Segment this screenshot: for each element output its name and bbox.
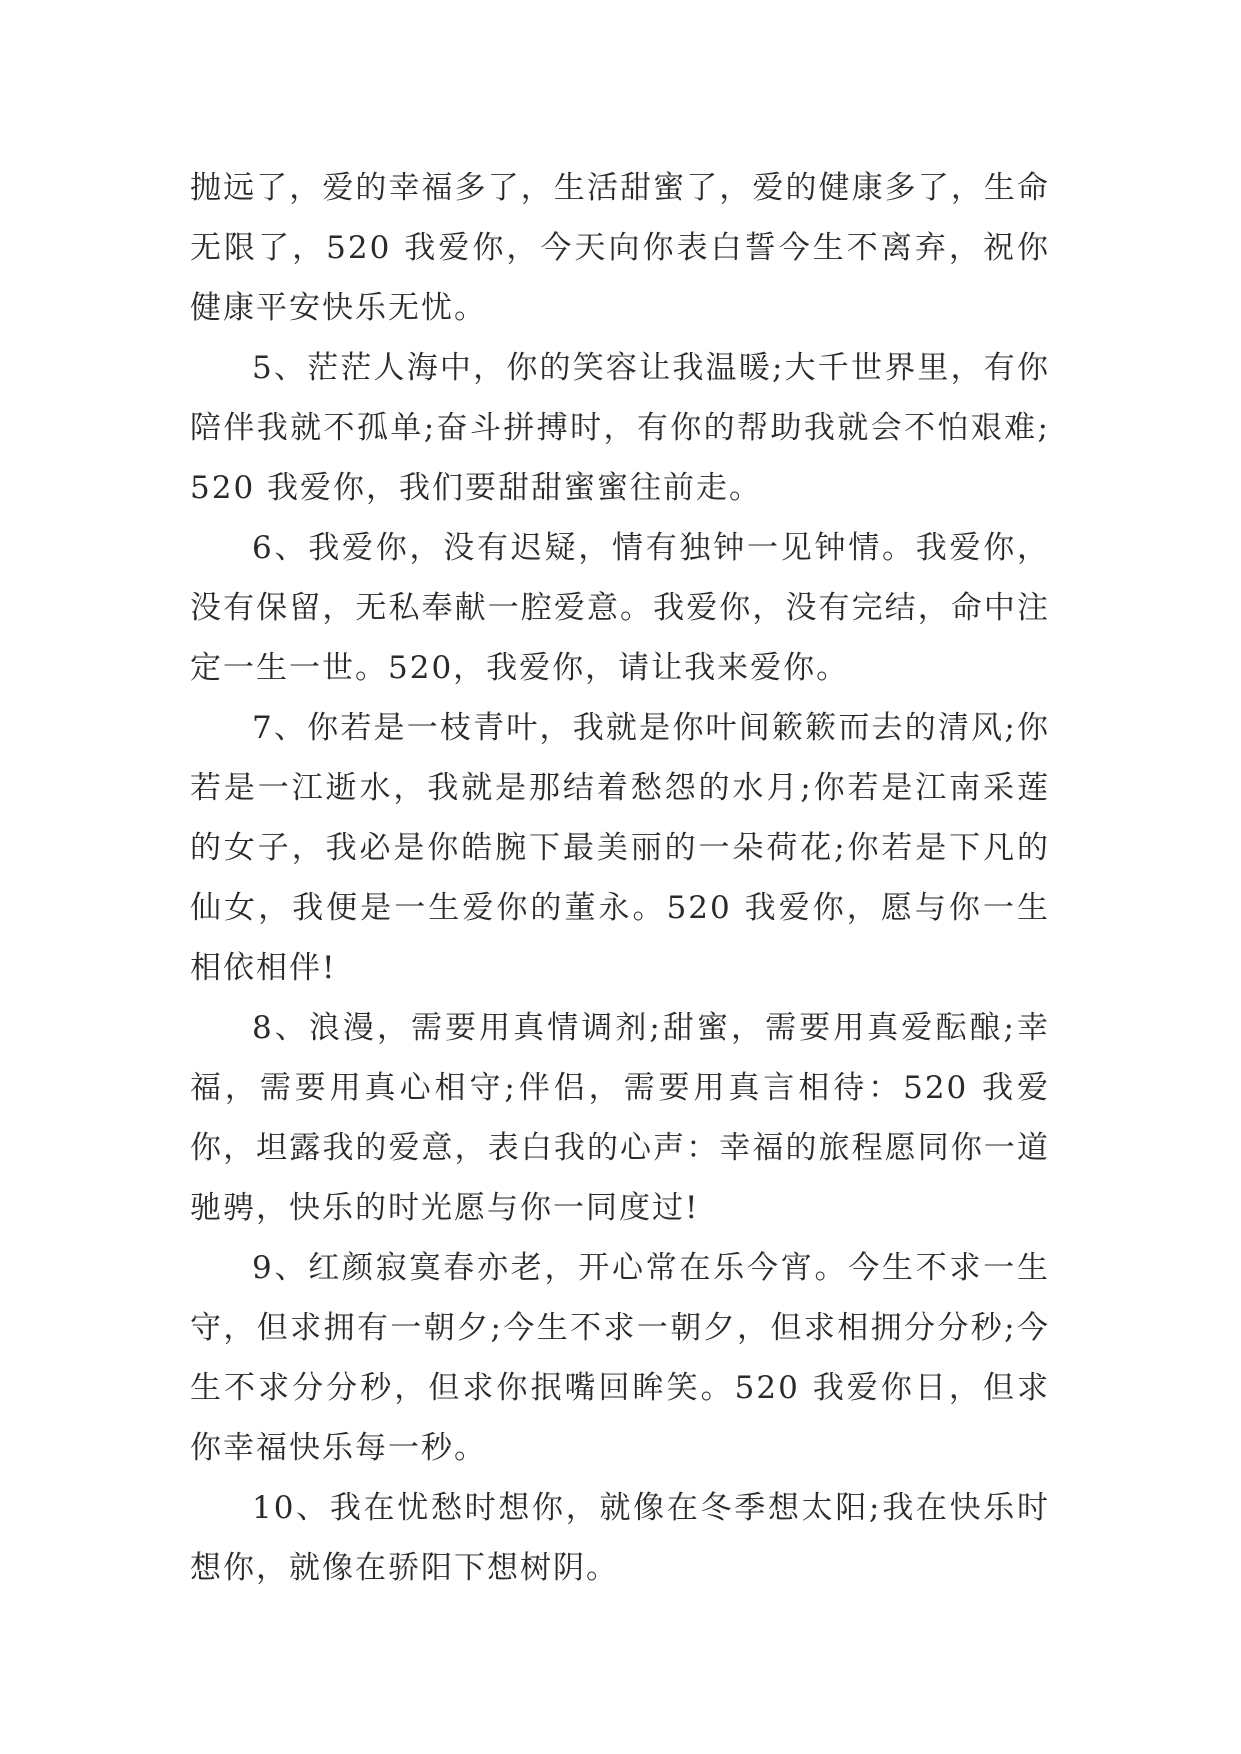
- paragraph-item-10: 10、我在忧愁时想你，就像在冬季想太阳;我在快乐时想你，就像在骄阳下想树阴。: [190, 1490, 1050, 1586]
- paragraph-item-5: 5、茫茫人海中，你的笑容让我温暖;大千世界里，有你陪伴我就不孤单;奋斗拼搏时，有你的帮助我就会不怕艰难;520 我爱你，我们要甜甜蜜蜜往前走。: [190, 350, 1050, 506]
- paragraph-item-6: 6、我爱你，没有迟疑，情有独钟一见钟情。我爱你，没有保留，无私奉献一腔爱意。我爱你，没有完结，命中注定一生一世。520，我爱你，请让我来爱你。: [190, 530, 1050, 686]
- paragraph-item-8: 8、浪漫，需要用真情调剂;甜蜜，需要用真爱酝酿;幸福，需要用真心相守;伴侣，需要用真言相待：520 我爱你，坦露我的爱意，表白我的心声：幸福的旅程愿同你一道驰骋，快乐的时光愿与你一同度过!: [190, 1010, 1050, 1226]
- body-text: [190, 158, 1050, 1598]
- paragraph-continuation: 抛远了，爱的幸福多了，生活甜蜜了，爱的健康多了，生命无限了，520 我爱你，今天向你表白誓今生不离弃，祝你健康平安快乐无忧。: [190, 170, 1050, 326]
- paragraph-item-7: 7、你若是一枝青叶，我就是你叶间簌簌而去的清风;你若是一江逝水，我就是那结着愁怨的水月;你若是江南采莲的女子，我必是你皓腕下最美丽的一朵荷花;你若是下凡的仙女，我便是一生爱你的董永。520 我爱你，愿与你一生相依相伴!: [190, 710, 1050, 986]
- paragraph-item-9: 9、红颜寂寞春亦老，开心常在乐今宵。今生不求一生守，但求拥有一朝夕;今生不求一朝夕，但求相拥分分秒;今生不求分分秒，但求你抿嘴回眸笑。520 我爱你日，但求你幸福快乐每一秒。: [190, 1250, 1050, 1466]
